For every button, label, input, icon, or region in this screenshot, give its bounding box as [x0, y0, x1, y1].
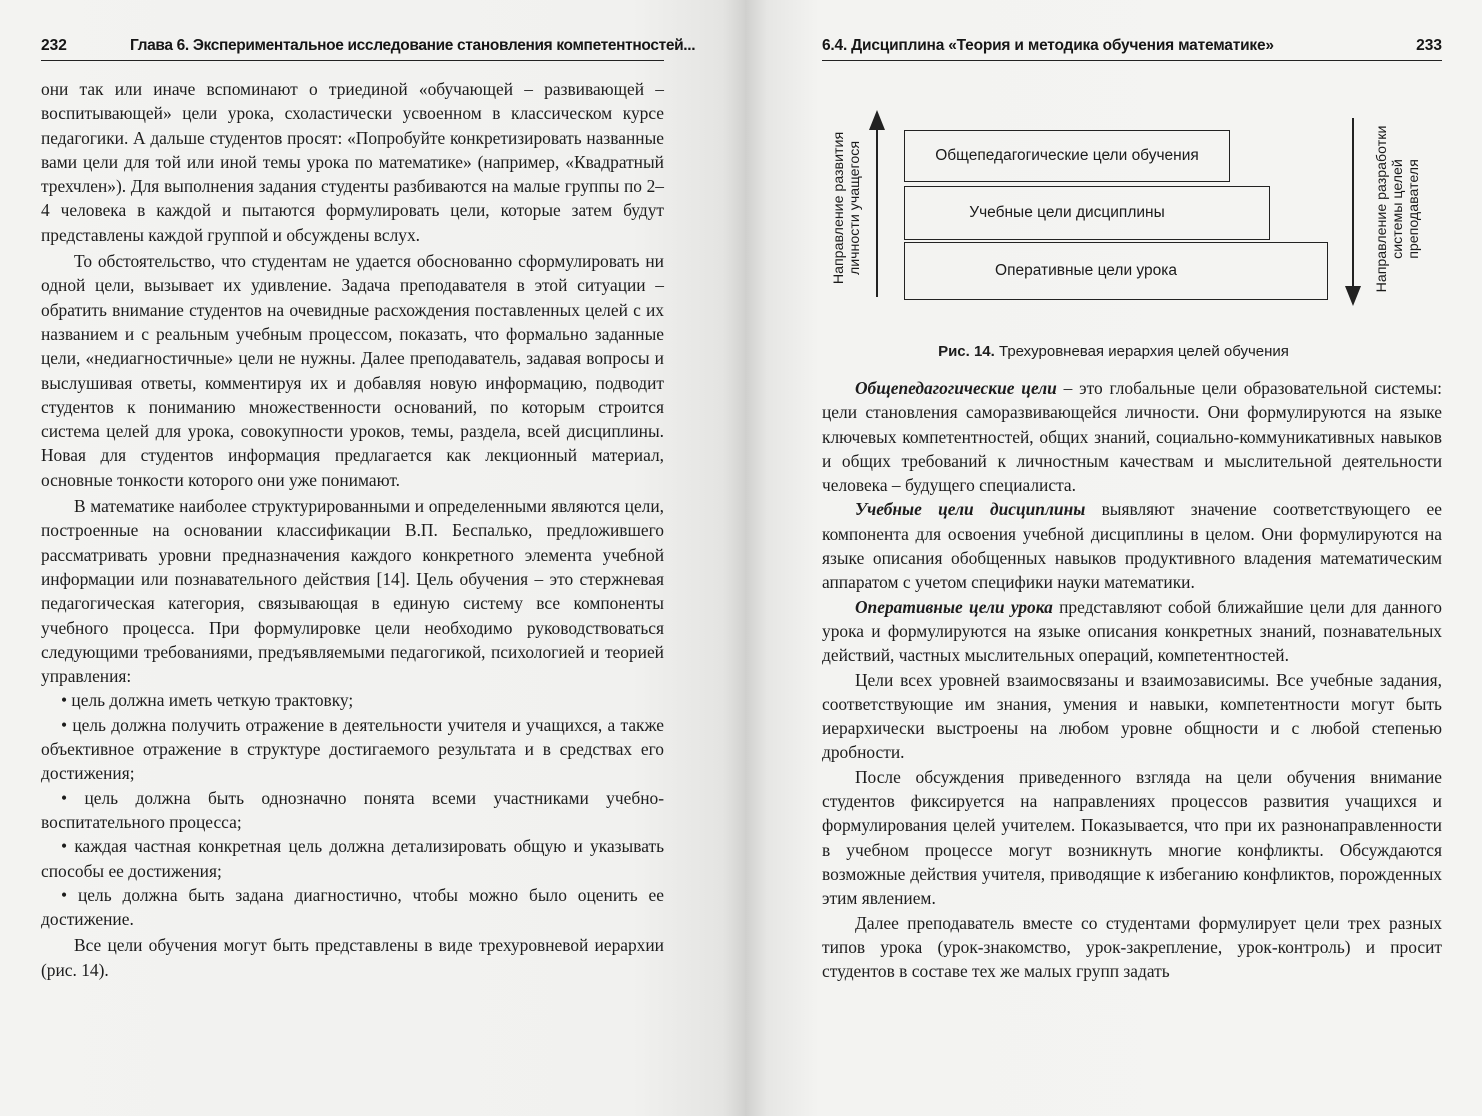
chapter-title: Глава 6. Экспериментальное исследование становления компетентностей... — [130, 37, 696, 54]
level-box-lesson — [904, 242, 1328, 300]
caption-label: Рис. 14. — [938, 343, 995, 360]
paragraph-text: выявляют значение соответствующего ее компонента для освоения учебной дисциплины в целом. Они формулируются на языке описания обобщенных навыков продуктивного владения математическим аппаратом с учетом специфики науки математики. — [822, 499, 1442, 593]
paragraph: Далее преподаватель вместе со студентами формулирует цели трех разных типов урока (урок-знакомство, урок-закрепление, урок-контроль) и просит студентов в составе тех же малых групп задать — [822, 912, 1442, 982]
paragraph: Все цели обучения могут быть представлены в виде трехуровневой иерархии (рис. 14). — [41, 935, 664, 980]
section-title: 6.4. Дисциплина «Теория и методика обучения математике» — [822, 37, 1274, 54]
page-number: 233 — [1416, 37, 1442, 54]
figure-goal-hierarchy — [745, 100, 1482, 370]
term: Оперативные цели урока — [855, 596, 1053, 617]
term: Общепедагогические цели — [855, 378, 1057, 398]
term: Учебные цели дисциплины — [855, 499, 1086, 520]
level-box-general — [904, 130, 1230, 182]
bullet-item: • цель должна иметь четкую трактовку; — [61, 690, 354, 711]
bullet-item: • каждая частная конкретная цель должна детализировать общую и указывать способы ее достижения; — [41, 836, 664, 881]
paragraph — [822, 595, 1442, 668]
paragraph: То обстоятельство, что студентам не удается обоснованно сформулировать ни одной цели, вызывает их удивление. Задача преподавателя в этой ситуации – обратить внимание студентов на очевидные расхождения поставленных целей с их названием и с реальным учебным процессом, показать, что формально заданные цели, «недиагностичные» цели не нужны. Далее преподаватель, задавая вопросы и выслушивая ответы, комментируя их и добавляя новую информацию, подводит студентов к пониманию множественности оснований, по которым строится система целей для урока, совокупности уроков, темы, раздела, всей дисциплины. Новая для студентов информация предлагается как лекционный материал, основные тонкости которого они уже понимают. — [41, 251, 664, 490]
paragraph — [822, 497, 1442, 594]
left-page-body — [41, 77, 664, 982]
paragraph: В математике наиболее структурированными и определенными являются цели, построенные на основании классификации В.П. Беспалько, предложившего рассматривать уровни предназначения каждого конкретного элемента учебной информации или познавательного действия [14]. Цель обучения – это стержневая педагогическая категория, связывающая в единую систему все компоненты учебного процесса. При формулировке цели необходимо руководствоваться следующими требованиями, предъявляемыми педагогикой, психологией и теорией управления: — [41, 496, 664, 687]
paragraph: Цели всех уровней взаимосвязаны и взаимозависимы. Все учебные задания, соответствующие им знания, умения и навыки, компетентности могут быть иерархически выстроены на любом уровне общности и с любой степенью дробности. — [822, 669, 1442, 763]
page-number: 232 — [41, 37, 67, 54]
paragraph: После обсуждения приведенного взгляда на цели обучения внимание студентов фиксируется на направлениях процессов развития учащихся и формулирования целей учителем. Показывается, что при их разнонаправленности в учебном процессе могут возникнуть многие конфликты. Обсуждаются возможные действия учителя, приводящие к избеганию конфликтов, порожденных этим явлением. — [822, 766, 1442, 909]
paragraph: они так или иначе вспоминают о триединой «обучающей – развивающей – воспитывающей» цели урока, схоластически усвоенном в классическом курсе педагогики. А дальше студентов просят: «Попробуйте конкретизировать названные вами цели для той или иной темы урока по математике» (например, «Квадратный трехчлен»). Для выполнения задания студенты разбиваются на малые группы по 2–4 человека в каждой и пытаются формулировать цели, которые затем будут представлены каждой группой и обсуждены вслух. — [41, 79, 664, 245]
right-running-head — [822, 36, 1442, 61]
bullet-item: • цель должна быть однозначно понята всеми участниками учебно-воспитательного процесса; — [41, 787, 664, 832]
figure-caption — [745, 343, 1482, 360]
bullet-item: • цель должна получить отражение в деятельности учителя и учащихся, а также объективное отражение в структуре достигаемого результата и в средствах его достижения; — [41, 714, 664, 784]
paragraph-text: представляют собой ближайшие цели для данного урока и формулируются на языке описания конкретных знаний, познавательных действий, частных мыслительных операций, компетентностей. — [822, 596, 1442, 666]
caption-text: Трехуровневая иерархия целей обучения — [999, 343, 1289, 360]
bullet-item: • цель должна быть задана диагностично, чтобы можно было оценить ее достижение. — [41, 884, 664, 930]
level-label: Учебные цели дисциплины — [969, 204, 1165, 221]
right-arrow-label: Направление разработки системы целей преподавателя — [1374, 125, 1422, 293]
right-page-body — [822, 376, 1442, 983]
left-running-head — [41, 36, 696, 61]
level-label: Оперативные цели урока — [995, 262, 1177, 279]
level-label: Общепедагогические цели обучения — [935, 147, 1199, 164]
level-box-discipline — [904, 186, 1270, 240]
paragraph — [822, 376, 1442, 497]
left-arrow-label: Направление развития личности учащегося — [831, 131, 863, 285]
paragraph-text: – это глобальные цели образовательной системы: цели становления саморазвивающейся личности. Они формулируются на языке ключевых компетентностей, общих знаний, социально-коммуникативных навыков и общих требований к личностным качествам и мыслительной деятельности человека – будущего специалиста. — [822, 378, 1442, 496]
